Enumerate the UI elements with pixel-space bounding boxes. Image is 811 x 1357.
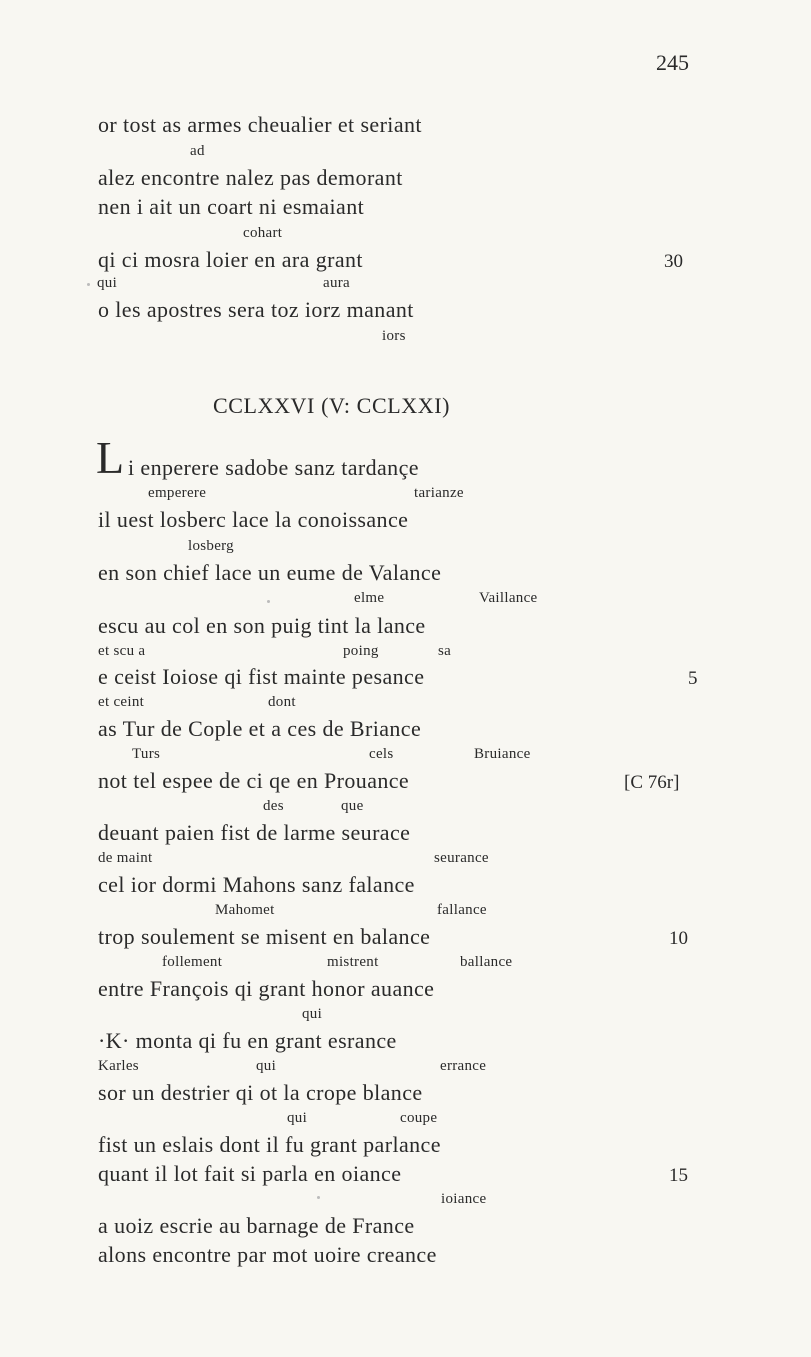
verse-line: quant il lot fait si parla en oiance xyxy=(98,1161,402,1186)
gloss: de maint xyxy=(98,850,153,866)
verse-line: deuant paien fist de larme seurace xyxy=(98,820,411,845)
folio-reference: [C 76r] xyxy=(624,772,680,793)
gloss: mistrent xyxy=(327,954,379,970)
gloss: fallance xyxy=(437,902,487,918)
margin-mark xyxy=(267,600,270,603)
gloss: Vaillance xyxy=(479,590,538,606)
verse-line: o les apostres sera toz iorz manant xyxy=(98,297,414,322)
line-number: 15 xyxy=(669,1165,688,1186)
line-number: 30 xyxy=(664,251,683,272)
verse-line: qi ci mosra loier en ara grant xyxy=(98,247,363,272)
verse-line: cel ior dormi Mahons sanz falance xyxy=(98,872,415,897)
gloss: et scu a xyxy=(98,643,146,659)
gloss: Turs xyxy=(132,746,161,762)
gloss: Bruiance xyxy=(474,746,531,762)
gloss: Karles xyxy=(98,1058,139,1074)
verse-line: ·K· monta qi fu en grant esrance xyxy=(98,1028,397,1053)
verse-line: as Tur de Cople et a ces de Briance xyxy=(98,716,422,741)
gloss: ad xyxy=(190,143,205,159)
page-number: 245 xyxy=(656,50,689,75)
gloss: que xyxy=(341,798,364,814)
verse-line: alez encontre nalez pas demorant xyxy=(98,165,403,190)
verse-line: sor un destrier qi ot la crope blance xyxy=(98,1080,423,1105)
gloss: seurance xyxy=(434,850,489,866)
verse-line: en son chief lace un eume de Valance xyxy=(98,560,442,585)
section-heading: CCLXXVI (V: CCLXXI) xyxy=(213,393,451,418)
verse-line: nen i ait un coart ni esmaiant xyxy=(98,194,365,219)
gloss: aura xyxy=(323,275,351,291)
gloss: emperere xyxy=(148,485,207,501)
margin-mark xyxy=(317,1196,320,1199)
gloss: dont xyxy=(268,694,296,710)
verse-line: a uoiz escrie au barnage de France xyxy=(98,1213,415,1238)
verse-line: fist un eslais dont il fu grant parlance xyxy=(98,1132,441,1157)
verse-line: alons encontre par mot uoire creance xyxy=(98,1242,437,1267)
gloss: cohart xyxy=(243,225,283,241)
initial-letter: L xyxy=(96,432,125,483)
verse-line: il uest losberc lace la conoissance xyxy=(98,507,409,532)
gloss: qui xyxy=(302,1006,323,1022)
margin-mark xyxy=(87,283,90,286)
gloss: qui xyxy=(97,275,118,291)
gloss: tarianze xyxy=(414,485,464,501)
gloss: losberg xyxy=(188,538,234,554)
gloss: ballance xyxy=(460,954,513,970)
gloss: sa xyxy=(438,643,452,659)
gloss: et ceint xyxy=(98,694,145,710)
verse-line: i enperere sadobe sanz tardançe xyxy=(128,455,419,480)
gloss: qui xyxy=(287,1110,308,1126)
gloss: coupe xyxy=(400,1110,438,1126)
gloss: errance xyxy=(440,1058,487,1074)
gloss: ioiance xyxy=(441,1191,487,1207)
gloss: follement xyxy=(162,954,223,970)
verse-line: e ceist Ioiose qi fist mainte pesance xyxy=(98,664,425,689)
verse-line: not tel espee de ci qe en Prouance xyxy=(98,768,410,793)
line-number: 10 xyxy=(669,928,688,949)
verse-line: entre François qi grant honor auance xyxy=(98,976,435,1001)
line-number: 5 xyxy=(688,668,698,689)
gloss: elme xyxy=(354,590,385,606)
gloss: Mahomet xyxy=(215,902,275,918)
verse-line: escu au col en son puig tint la lance xyxy=(98,613,426,638)
gloss: poing xyxy=(343,643,379,659)
verse-line: or tost as armes cheualier et seriant xyxy=(98,112,422,137)
gloss: cels xyxy=(369,746,394,762)
gloss: des xyxy=(263,798,284,814)
gloss: iors xyxy=(382,328,406,344)
verse-line: trop soulement se misent en balance xyxy=(98,924,431,949)
gloss: qui xyxy=(256,1058,277,1074)
